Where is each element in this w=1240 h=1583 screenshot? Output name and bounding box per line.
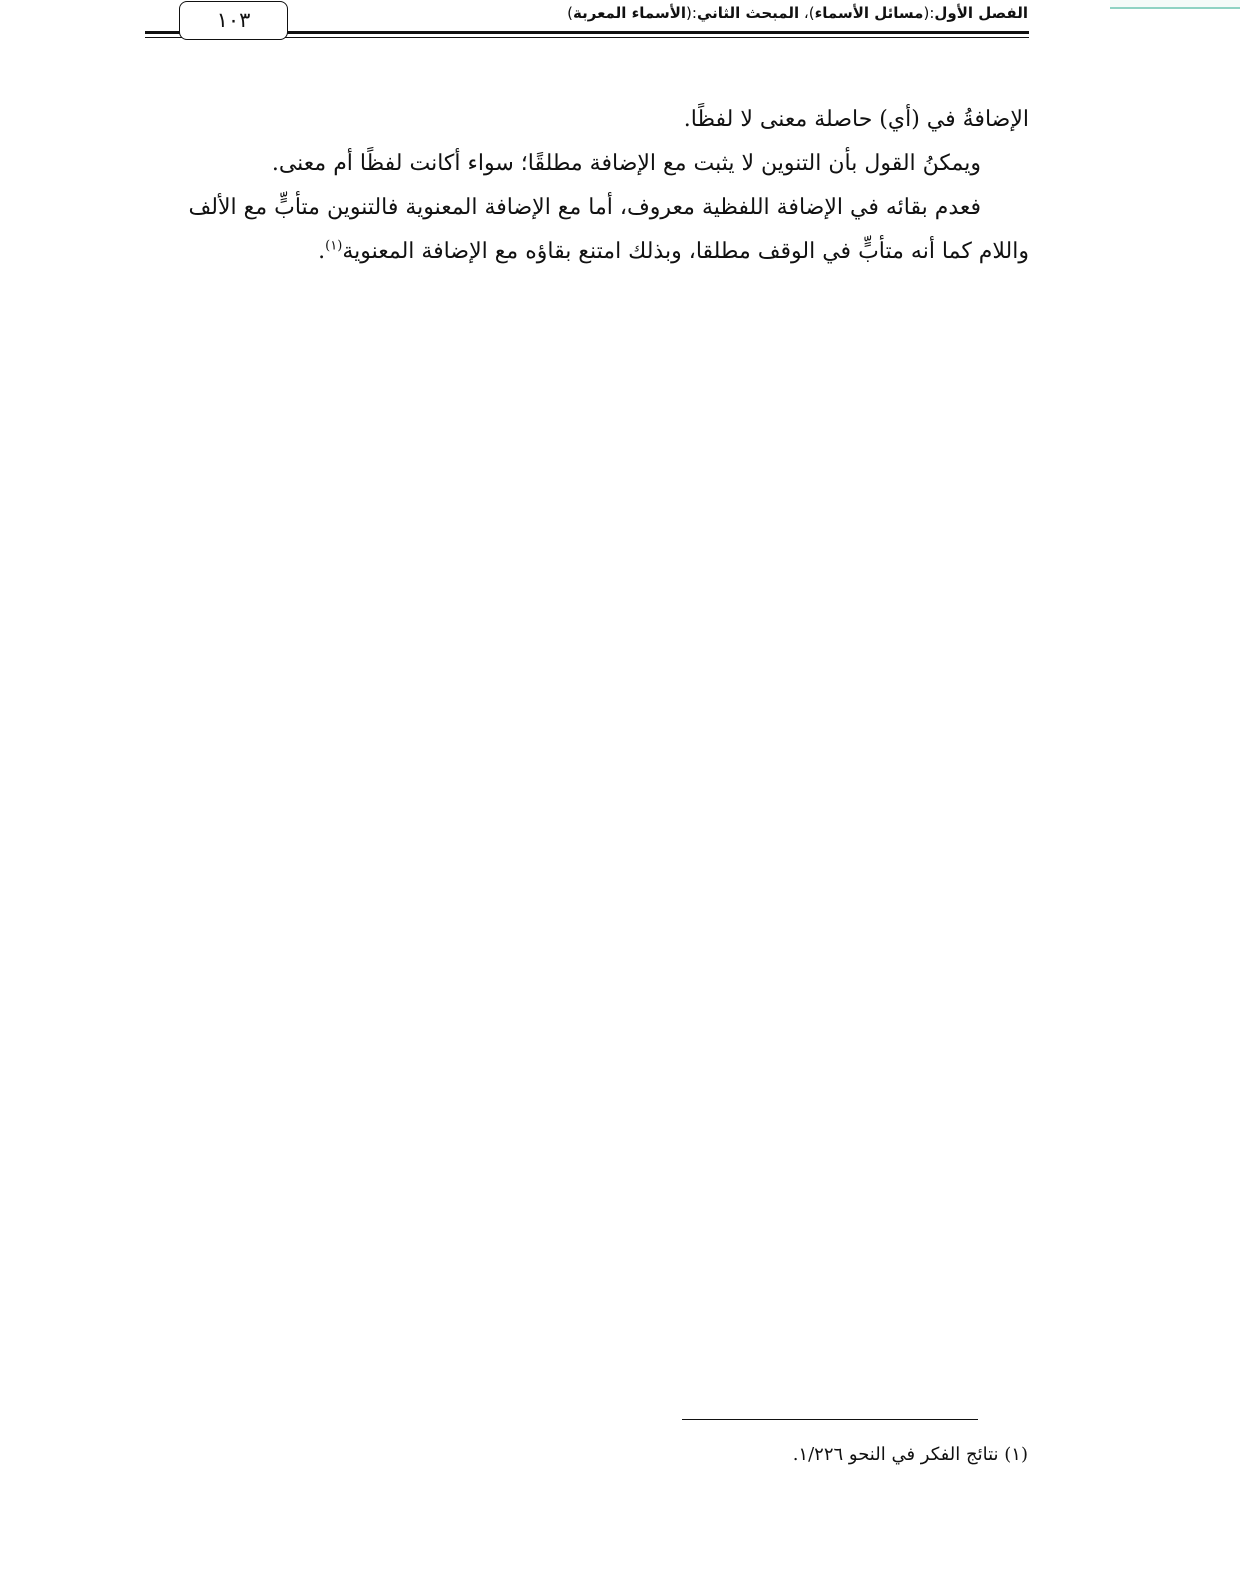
paragraph-2: ويمكنُ القول بأن التنوين لا يثبت مع الإضافة مطلقًا؛ سواء أكانت لفظًا أم معنى. xyxy=(271,151,981,176)
footnote-text: نتائج الفكر في النحو ١/٢٢٦. xyxy=(792,1444,999,1465)
chapter-close-paren: )، xyxy=(799,4,815,22)
footnote-reference: (١) xyxy=(325,238,343,254)
section-label: المبحث الثاني xyxy=(696,4,800,22)
main-text xyxy=(145,98,1029,274)
page-number: ١٠٣ xyxy=(179,1,288,40)
section-title: الأسماء المعربة xyxy=(573,4,687,22)
section-open-paren: :( xyxy=(686,4,697,22)
chapter-open-paren: :( xyxy=(923,4,935,22)
paragraph-3 xyxy=(145,186,1029,274)
paragraph-1: الإضافةُ في (أي) حاصلة معنى لا لفظًا. xyxy=(683,107,1029,132)
page-header xyxy=(0,0,1240,50)
chapter-title: مسائل الأسماء xyxy=(814,4,924,22)
paragraph-3-period: . xyxy=(318,239,326,264)
footnote-1 xyxy=(793,1442,1028,1468)
chapter-label: الفصل الأول xyxy=(934,4,1028,22)
section-close-paren: ) xyxy=(567,4,574,22)
running-header xyxy=(567,2,1028,24)
footnote-separator xyxy=(682,1419,978,1420)
paragraph-3-text: فعدم بقائه في الإضافة اللفظية معروف، أما مع الإضافة المعنوية فالتنوين متأبٍّ مع الألف واللام كما أنه متأبٍّ في الوقف مطلقا، وبذلك امتنع بقاؤه مع الإضافة المعنوية xyxy=(188,195,1029,264)
footnote-marker: (١) xyxy=(1004,1444,1028,1465)
